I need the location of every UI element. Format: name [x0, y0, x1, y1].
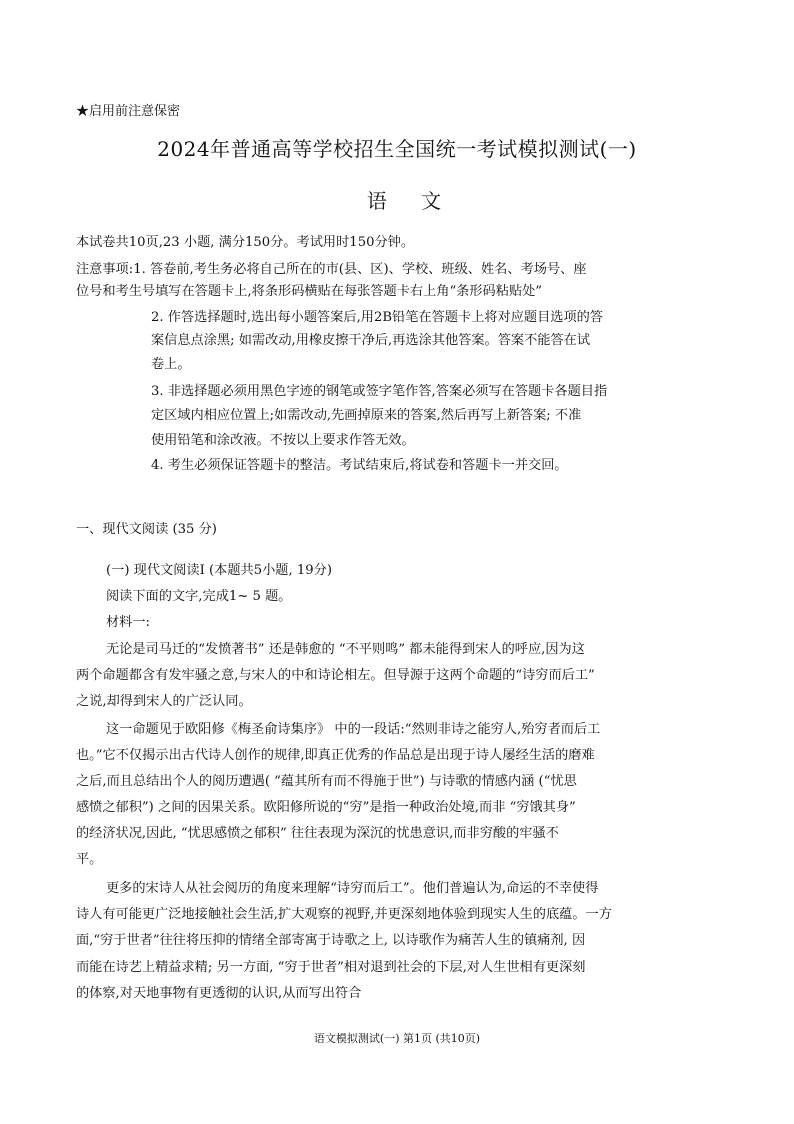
material-label: 材料一:: [106, 615, 151, 630]
paragraph-3-line: 而能在诗艺上精益求精; 另一方面, “穷于世者”相对退到社会的下层,对人生世相有更深刻: [76, 960, 586, 975]
note-3-line-3: 使用铅笔和涂改液。不按以上要求作答无效。: [151, 433, 415, 448]
exam-summary: 本试卷共10页,23 小题, 满分150分。考试用时150分钟。: [76, 235, 415, 250]
note-1-line-1: 注意事项:1. 答卷前,考生务必将自己所在的市(县、区)、学校、班级、姓名、考场号、座: [76, 262, 587, 277]
paragraph-3-line: 更多的宋诗人从社会阅历的角度来理解“诗穷而后工”。他们普遍认为,命运的不幸使得: [106, 881, 599, 896]
paragraph-1-line: 无论是司马迁的“发愤著书” 还是韩愈的 “不平则鸣” 都未能得到宋人的呼应,因为这: [106, 642, 585, 657]
note-2-line-1: 2. 作答选择题时,选出每小题答案后,用2B铅笔在答题卡上将对应题目选项的答: [151, 310, 604, 325]
confidential-mark: ★启用前注意保密: [76, 104, 181, 119]
note-3-line-2: 定区域内相应位置上;如需改动,先画掉原来的答案,然后再写上新答案; 不准: [151, 408, 582, 423]
note-4-line-1: 4. 考生必须保证答题卡的整洁。考试结束后,将试卷和答题卡一并交回。: [151, 458, 568, 473]
note-3-line-1: 3. 非选择题必须用黑色字迹的钢笔或签字笔作答,答案必须写在答题卡各题目指: [151, 384, 608, 399]
note-2-line-2: 案信息点涂黑; 如需改动,用橡皮擦干净后,再选涂其他答案。答案不能答在试: [151, 333, 591, 348]
reading-directive: 阅读下面的文字,完成1~ 5 题。: [106, 589, 292, 604]
subject-title: 语 文: [366, 189, 456, 213]
paragraph-2-line: 平。: [76, 852, 103, 867]
paragraph-2-line: 的经济状况,因此, “忧思感愤之郁积” 往往表现为深沉的忧患意识,而非穷酸的牢骚不: [76, 826, 559, 841]
paragraph-2-line: 这一命题见于欧阳修《梅圣俞诗集序》 中的一段话:“然则非诗之能穷人,殆穷者而后工: [106, 722, 601, 737]
paragraph-2-line: 也。”它不仅揭示出古代诗人创作的规律,即真正优秀的作品总是出现于诗人屡经生活的磨难: [76, 748, 595, 763]
page-footer: 语文模拟测试(一) 第1页 (共10页): [313, 1032, 481, 1045]
paragraph-2-line: 之后,而且总结出个人的阅历遭遇( “蕴其所有而不得施于世”) 与诗歌的情感内涵 (“忧思: [76, 774, 577, 789]
paragraph-1-line: 之说,却得到宋人的广泛认同。: [76, 694, 252, 709]
paragraph-2-line: 感愤之郁积”) 之间的因果关系。欧阳修所说的“穷”是指一种政治处境,而非 “穷饿其身”: [76, 800, 576, 815]
note-2-line-3: 卷上。: [151, 357, 191, 372]
paragraph-3-line: 面,“穷于世者”往往将压抑的情绪全部寄寓于诗歌之上, 以诗歌作为痛苦人生的镇痛剂, 因: [76, 933, 586, 948]
paragraph-3-line: 诗人有可能更广泛地接触社会生活,扩大观察的视野,并更深刻地体验到现实人生的底蕴。一方: [76, 907, 612, 922]
paragraph-1-line: 两个命题都含有发牢骚之意,与宋人的中和诗论相左。但导源于这两个命题的“诗穷而后工”: [76, 668, 595, 683]
note-1-line-2: 位号和考生号填写在答题卡上,将条形码横贴在每张答题卡右上角“条形码粘贴处”: [76, 284, 543, 299]
section-heading: 一、现代文阅读 (35 分): [76, 522, 217, 537]
subsection-heading: (一) 现代文阅读Ⅰ (本题共5小题, 19分): [106, 563, 332, 578]
paragraph-3-line: 的体察,对天地事物有更透彻的认识,从而写出符合: [76, 986, 362, 1001]
exam-title: 2024年普通高等学校招生全国统一考试模拟测试(一): [157, 137, 637, 161]
